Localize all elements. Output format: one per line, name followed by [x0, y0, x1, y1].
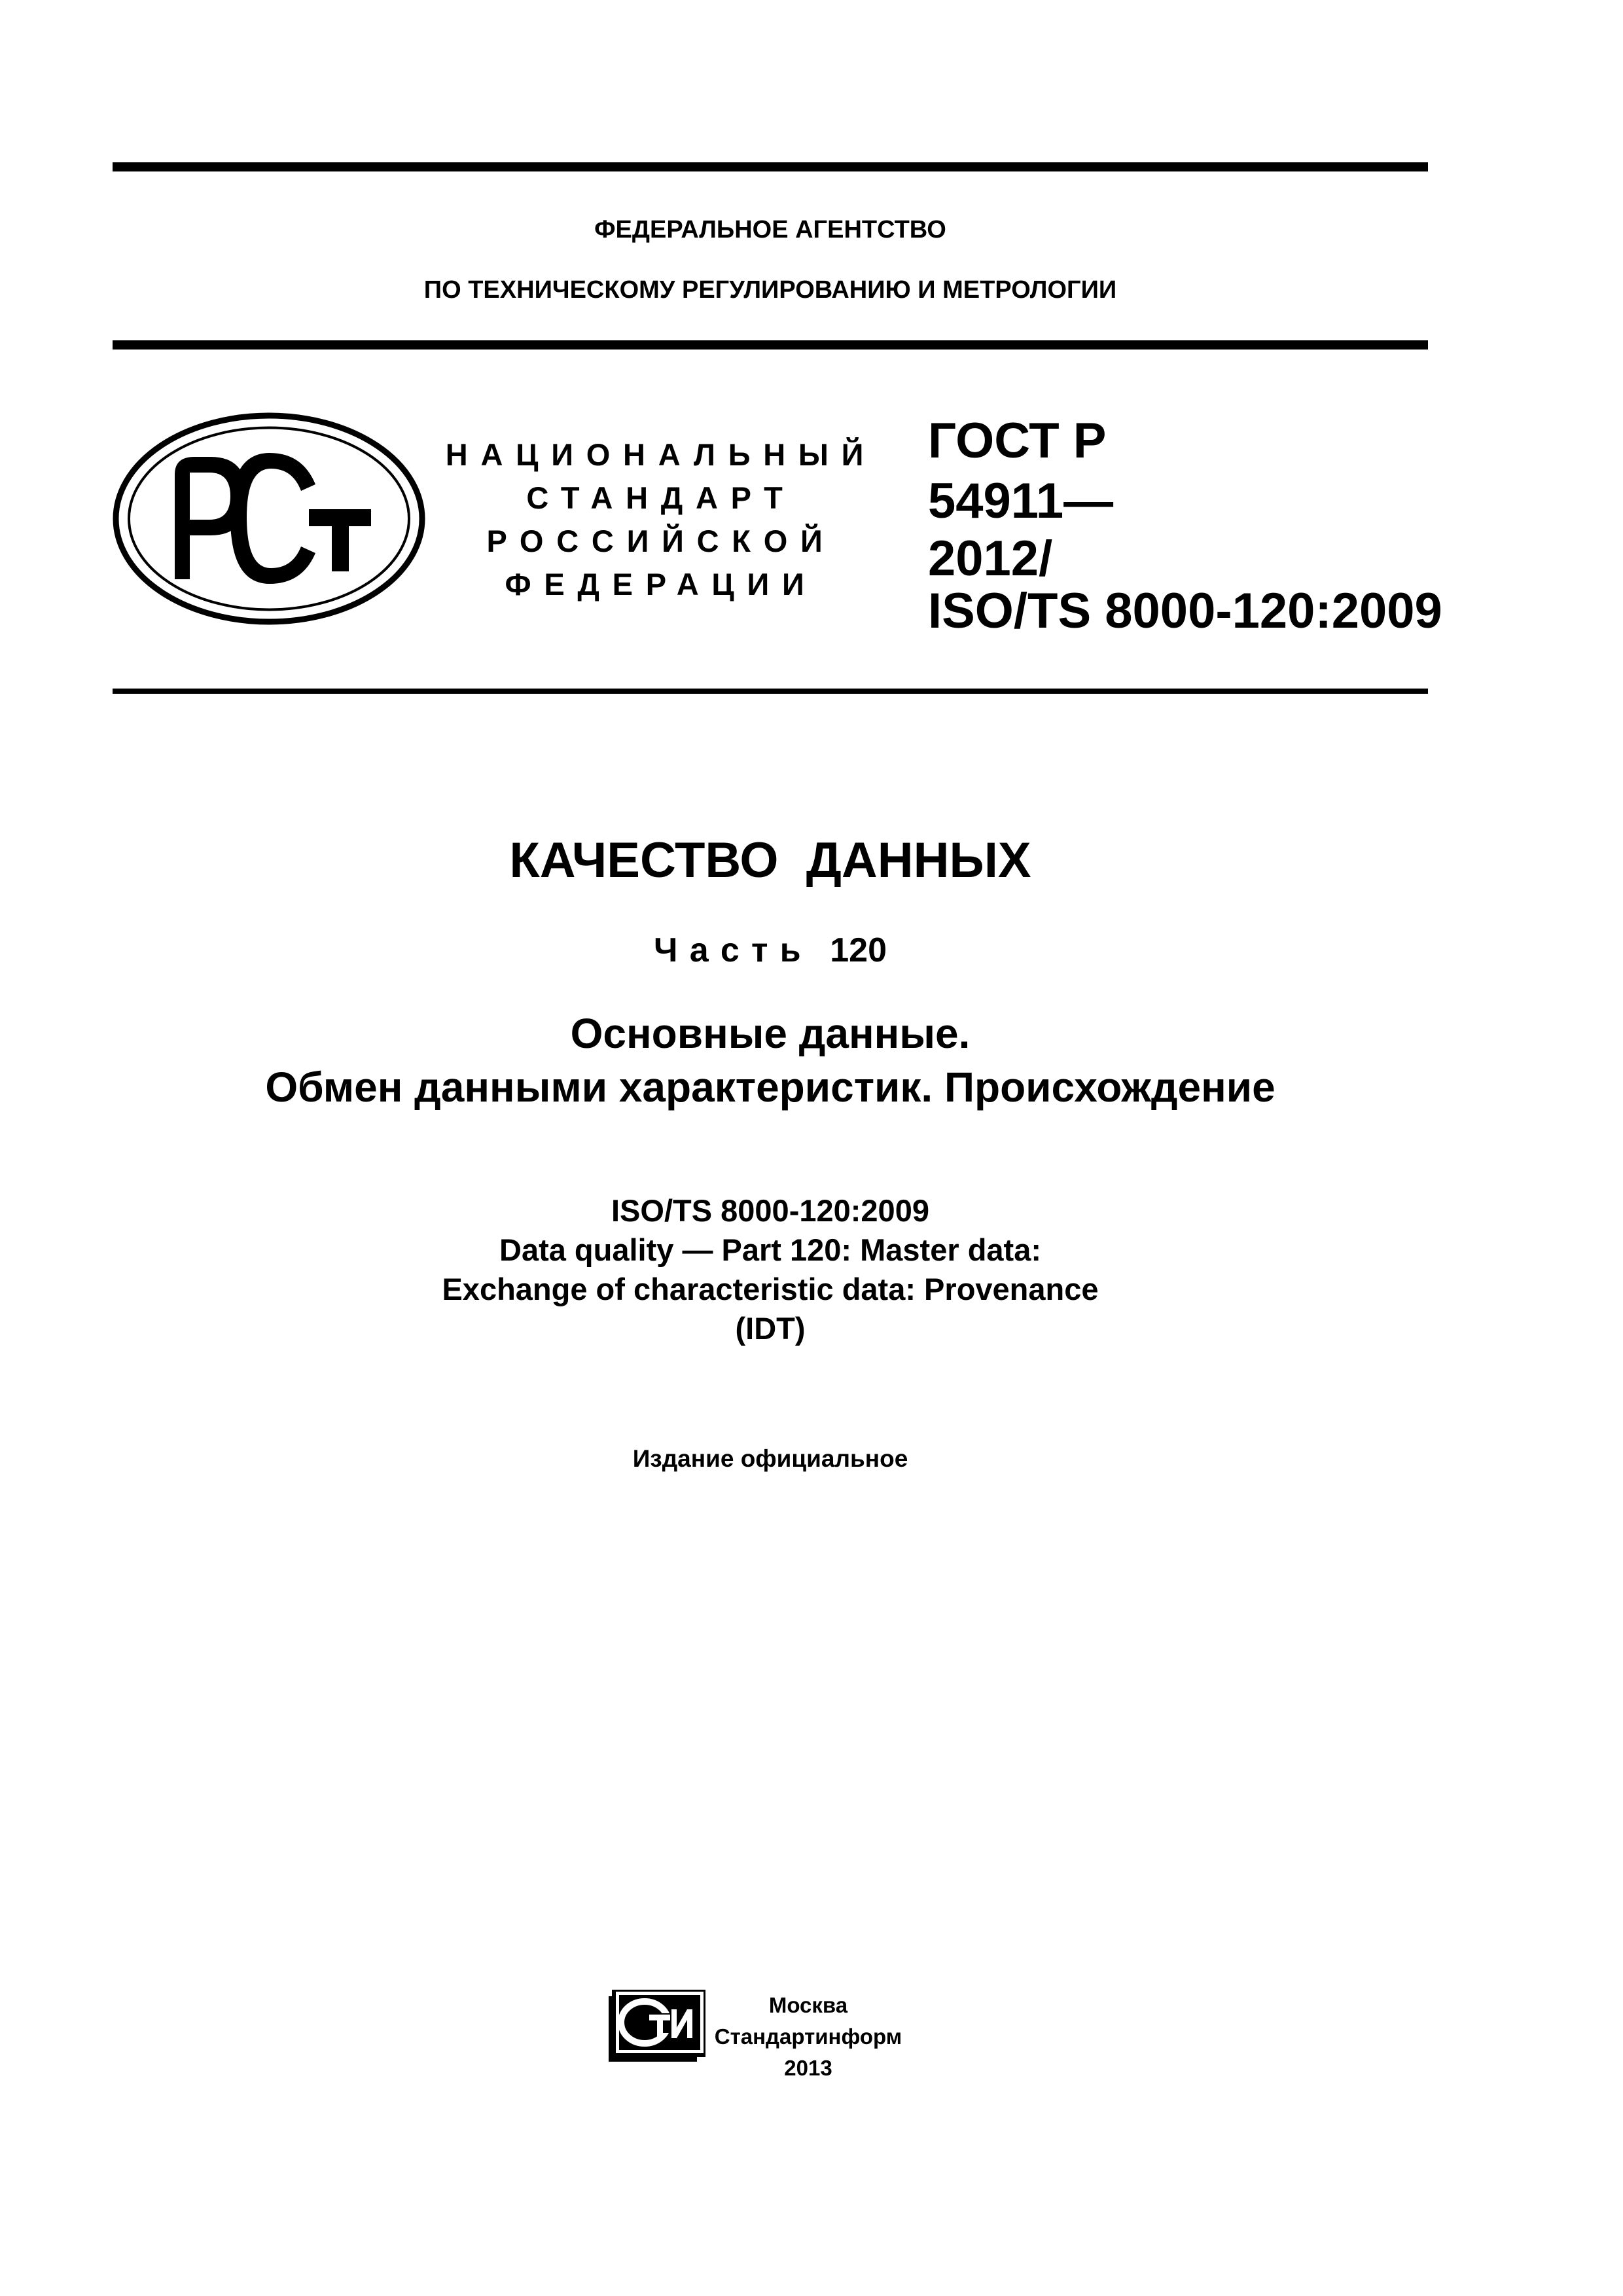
designation-line-3: 2012/: [928, 531, 1053, 586]
standartinform-logo: [609, 1990, 705, 2062]
subtitle-line-2: Обмен данными характеристик. Происхождение: [265, 1064, 1275, 1111]
publisher-city: Москва: [768, 1993, 848, 2017]
agency-line-2: ПО ТЕХНИЧЕСКОМУ РЕГУЛИРОВАНИЮ И МЕТРОЛОГИИ: [423, 276, 1117, 304]
national-standard-line-2: СТАНДАРТ: [526, 480, 796, 515]
national-standard-line-3: РОССИЙСКОЙ: [486, 524, 836, 558]
main-title: КАЧЕСТВО ДАННЫХ: [509, 833, 1031, 888]
masthead-bottom-rule: [113, 689, 1428, 694]
publisher-year: 2013: [784, 2056, 832, 2080]
national-standard-line-1: НАЦИОНАЛЬНЫЙ: [445, 437, 877, 472]
original-line-4: (IDT): [735, 1311, 806, 1346]
original-line-3: Exchange of characteristic data: Provenance: [442, 1272, 1099, 1306]
agency-line-1: ФЕДЕРАЛЬНОЕ АГЕНТСТВО: [594, 216, 946, 243]
original-line-1: ISO/TS 8000-120:2009: [611, 1193, 929, 1228]
designation-line-2: 54911—: [928, 473, 1114, 529]
part-word: Часть: [653, 931, 813, 969]
part-heading: [113, 929, 1428, 971]
designation-line-4: ISO/TS 8000-120:2009: [928, 583, 1442, 639]
header-bottom-rule: [113, 340, 1428, 350]
original-line-2: Data quality — Part 120: Master data:: [499, 1232, 1041, 1267]
designation-line-1: ГОСТ Р: [928, 413, 1107, 469]
subtitle-line-1: Основные данные.: [570, 1010, 971, 1057]
publisher-name: Стандартинформ: [714, 2024, 902, 2049]
national-standard-line-4: ФЕДЕРАЦИИ: [505, 567, 817, 601]
top-rule: [113, 162, 1428, 171]
edition-label: Издание официальное: [632, 1445, 908, 1472]
part-number: 120: [830, 931, 887, 969]
rst-logo: [113, 412, 425, 625]
